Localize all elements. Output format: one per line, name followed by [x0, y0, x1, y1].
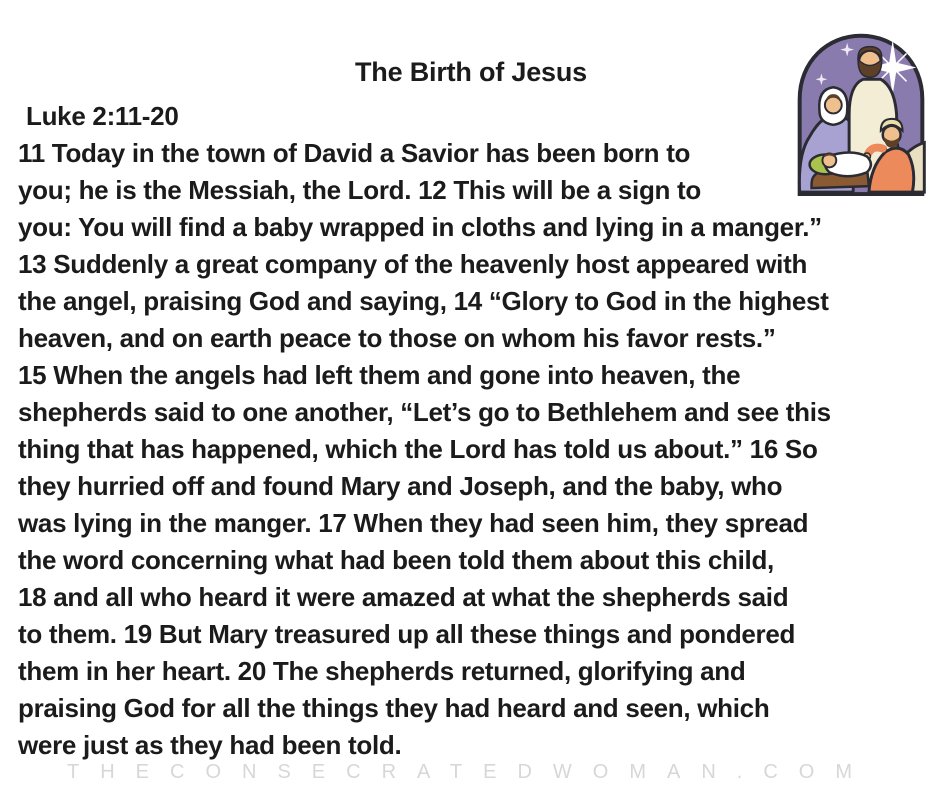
passage-line: shepherds said to one another, “Let’s go to Bethlehem and see this — [18, 397, 831, 427]
passage-line: heaven, and on earth peace to those on whom his favor rests.” — [18, 323, 776, 353]
passage-line: 13 Suddenly a great company of the heavenly host appeared with — [18, 249, 808, 279]
passage-line: 15 When the angels had left them and gone into heaven, the — [18, 360, 741, 390]
scripture-content — [18, 52, 924, 764]
passage-line: the word concerning what had been told them about this child, — [18, 545, 774, 575]
passage-line: to them. 19 But Mary treasured up all these things and pondered — [18, 619, 796, 649]
passage-line: 18 and all who heard it were amazed at what the shepherds said — [18, 582, 789, 612]
scripture-passage — [18, 135, 924, 764]
watermark: THECONSECRATEDWOMAN.COM — [67, 761, 873, 783]
page-title: The Birth of Jesus — [355, 57, 587, 87]
passage-line: 11 Today in the town of David a Savior has been born to — [18, 138, 691, 168]
passage-line: they hurried off and found Mary and Joseph, and the baby, who — [18, 471, 783, 501]
passage-line: praising God for all the things they had heard and seen, which — [18, 693, 770, 723]
scripture-reference: Luke 2:11-20 — [26, 101, 179, 131]
passage-line: the angel, praising God and saying, 14 “Glory to God in the highest — [18, 286, 829, 316]
passage-line: thing that has happened, which the Lord has told us about.” 16 So — [18, 434, 818, 464]
passage-line: you; he is the Messiah, the Lord. 12 This will be a sign to — [18, 175, 701, 205]
nativity-scene-illustration — [791, 16, 931, 200]
passage-line: were just as they had been told. — [18, 730, 402, 760]
passage-line: them in her heart. 20 The shepherds returned, glorifying and — [18, 656, 746, 686]
passage-line: you: You will find a baby wrapped in cloths and lying in a manger.” — [18, 212, 822, 242]
passage-line: was lying in the manger. 17 When they had seen him, they spread — [18, 508, 809, 538]
